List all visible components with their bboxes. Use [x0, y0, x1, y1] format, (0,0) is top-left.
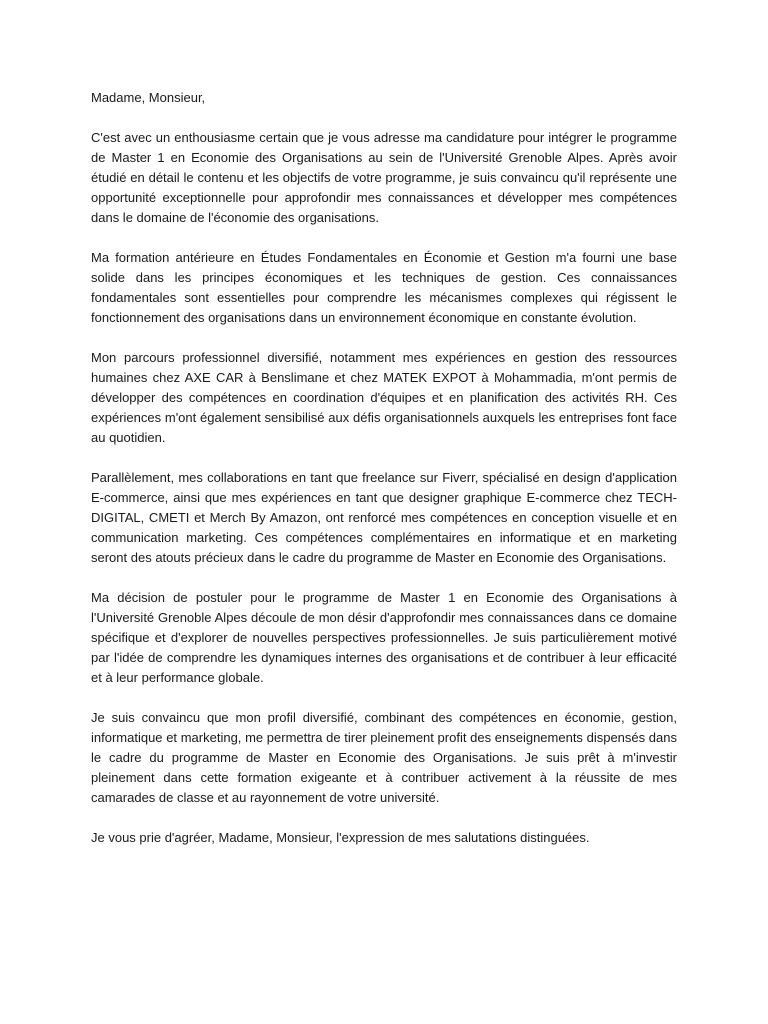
closing: Je vous prie d'agréer, Madame, Monsieur, l'expression de mes salutations distinguées. [91, 830, 590, 845]
paragraph-profile: Je suis convaincu que mon profil diversifié, combinant des compétences en économie, gestion, informatique et marketing, me permettra de tirer pleinement profit des enseignements dispensés dans le cadre du programme de Master en Economie des Organisations. Je suis prêt à m'investir pleinement dans cette formation exigeante et à contribuer activement à la réussite de mes camarades de classe et au rayonnement de votre université. [91, 710, 677, 805]
paragraph-motivation: Ma décision de postuler pour le programme de Master 1 en Economie des Organisations à l'Université Grenoble Alpes découle de mon désir d'approfondir mes connaissances dans ce domaine spécifique et d'explorer de nouvelles perspectives professionnelles. Je suis particulièrement motivé par l'idée de comprendre les dynamiques internes des organisations et de contribuer à leur efficacité et à leur performance globale. [91, 590, 677, 685]
paragraph-introduction: C'est avec un enthousiasme certain que je vous adresse ma candidature pour intégrer le programme de Master 1 en Economie des Organisations au sein de l'Université Grenoble Alpes. Après avoir étudié en détail le contenu et les objectifs de votre programme, je suis convaincu qu'il représente une opportunité exceptionnelle pour approfondir mes connaissances et développer mes compétences dans le domaine de l'économie des organisations. [91, 130, 677, 225]
paragraph-design-experience: Parallèlement, mes collaborations en tant que freelance sur Fiverr, spécialisé en design d'application E-commerce, ainsi que mes expériences en tant que designer graphique E-commerce chez TECH-DIGITAL, CMETI et Merch By Amazon, ont renforcé mes compétences en conception visuelle et en communication marketing. Ces compétences complémentaires en informatique et en marketing seront des atouts précieux dans le cadre du programme de Master en Economie des Organisations. [91, 470, 677, 565]
paragraph-hr-experience: Mon parcours professionnel diversifié, notamment mes expériences en gestion des ressources humaines chez AXE CAR à Benslimane et chez MATEK EXPOT à Mohammadia, m'ont permis de développer des compétences en coordination d'équipes et en planification des activités RH. Ces expériences m'ont également sensibilisé aux défis organisationnels auxquels les entreprises font face au quotidien. [91, 350, 677, 445]
salutation: Madame, Monsieur, [91, 90, 206, 105]
paragraph-education: Ma formation antérieure en Études Fondamentales en Économie et Gestion m'a fourni une base solide dans les principes économiques et les techniques de gestion. Ces connaissances fondamentales sont essentielles pour comprendre les mécanismes complexes qui régissent le fonctionnement des organisations dans un environnement économique en constante évolution. [91, 250, 677, 325]
cover-letter [91, 88, 677, 868]
